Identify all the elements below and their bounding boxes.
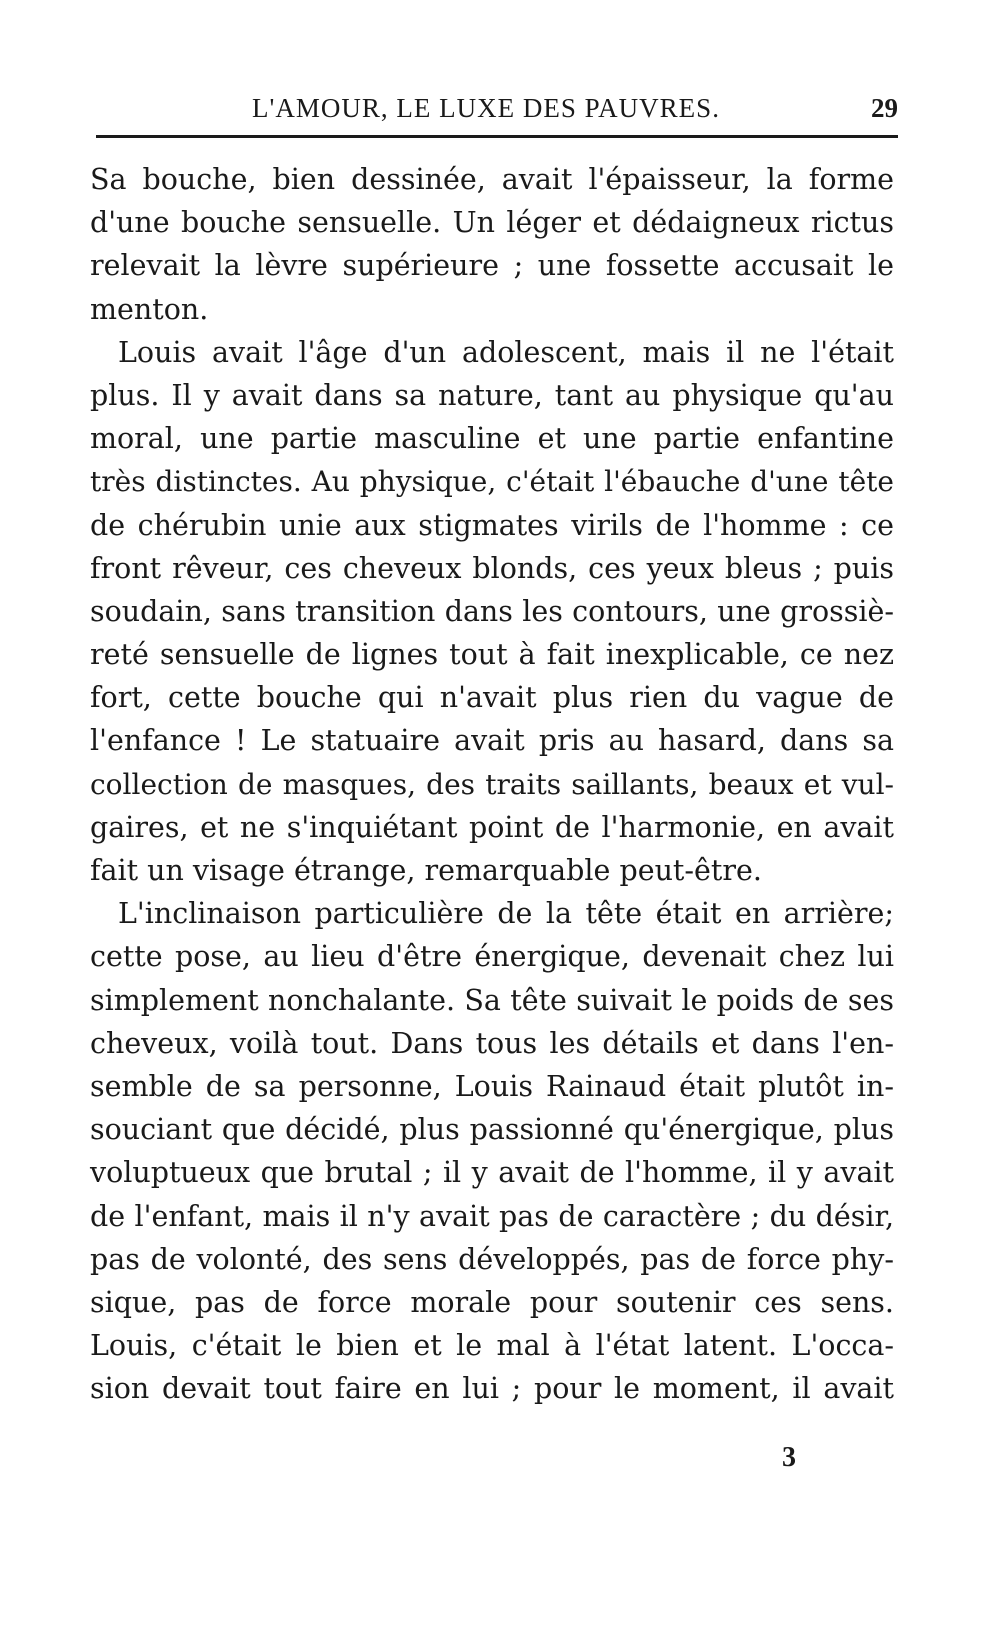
body-text — [90, 158, 894, 1410]
text-line: Louis avait l'âge d'un adolescent, mais il ne l'était — [118, 335, 894, 369]
text-line: menton. — [90, 292, 209, 326]
text-line: Louis, c'était le bien et le mal à l'état latent. L'occa- — [90, 1329, 894, 1363]
signature-mark: 3 — [782, 1442, 796, 1473]
text-line: pas de volonté, des sens développés, pas de force phy- — [90, 1242, 894, 1276]
text-line: collection de masques, des traits saillants, beaux et vul- — [90, 767, 894, 801]
text-line: gaires, et ne s'inquiétant point de l'harmonie, en avait — [90, 810, 894, 844]
text-line: sique, pas de force morale pour soutenir ces sens. — [90, 1285, 894, 1319]
text-line: simplement nonchalante. Sa tête suivait le poids de ses — [90, 983, 894, 1017]
text-line: relevait la lèvre supérieure ; une fossette accusait le — [90, 249, 894, 283]
text-line: moral, une partie masculine et une partie enfantine — [90, 422, 894, 456]
text-line: Sa bouche, bien dessinée, avait l'épaisseur, la forme — [90, 163, 894, 196]
text-line: reté sensuelle de lignes tout à fait inexplicable, ce nez — [90, 638, 894, 672]
text-line: cette pose, au lieu d'être énergique, devenait chez lui — [90, 940, 894, 974]
text-line: très distinctes. Au physique, c'était l'ébauche d'une tête — [90, 465, 894, 499]
text-line: voluptueux que brutal ; il y avait de l'homme, il y avait — [90, 1156, 894, 1190]
page-number: 29 — [871, 93, 898, 123]
paragraph — [90, 892, 894, 1410]
text-line: fait un visage étrange, remarquable peut-être. — [90, 854, 762, 887]
text-line: semble de sa personne, Louis Rainaud était plutôt in- — [90, 1069, 894, 1103]
paragraph — [90, 158, 894, 331]
header-rule — [96, 135, 898, 138]
text-line: de l'enfant, mais il n'y avait pas de caractère ; du désir, — [90, 1199, 894, 1233]
text-line: cheveux, voilà tout. Dans tous les détails et dans l'en- — [90, 1026, 894, 1060]
running-head — [96, 88, 898, 128]
text-line: L'inclinaison particulière de la tête était en arrière; — [118, 897, 894, 931]
text-line: plus. Il y avait dans sa nature, tant au physique qu'au — [90, 378, 894, 412]
text-line: d'une bouche sensuelle. Un léger et dédaigneux rictus — [90, 206, 894, 240]
paragraph — [90, 331, 894, 892]
text-line: souciant que décidé, plus passionné qu'énergique, plus — [90, 1113, 894, 1147]
text-line: soudain, sans transition dans les contours, une grossiè- — [90, 594, 894, 628]
text-line: sion devait tout faire en lui ; pour le moment, il avait — [90, 1372, 894, 1406]
text-line: l'enfance ! Le statuaire avait pris au hasard, dans sa — [90, 724, 894, 758]
text-line: front rêveur, ces cheveux blonds, ces yeux bleus ; puis — [90, 551, 894, 585]
running-title: L'AMOUR, LE LUXE DES PAUVRES. — [252, 93, 720, 123]
text-line: fort, cette bouche qui n'avait plus rien du vague de — [90, 681, 894, 715]
text-line: de chérubin unie aux stigmates virils de l'homme : ce — [90, 508, 894, 542]
